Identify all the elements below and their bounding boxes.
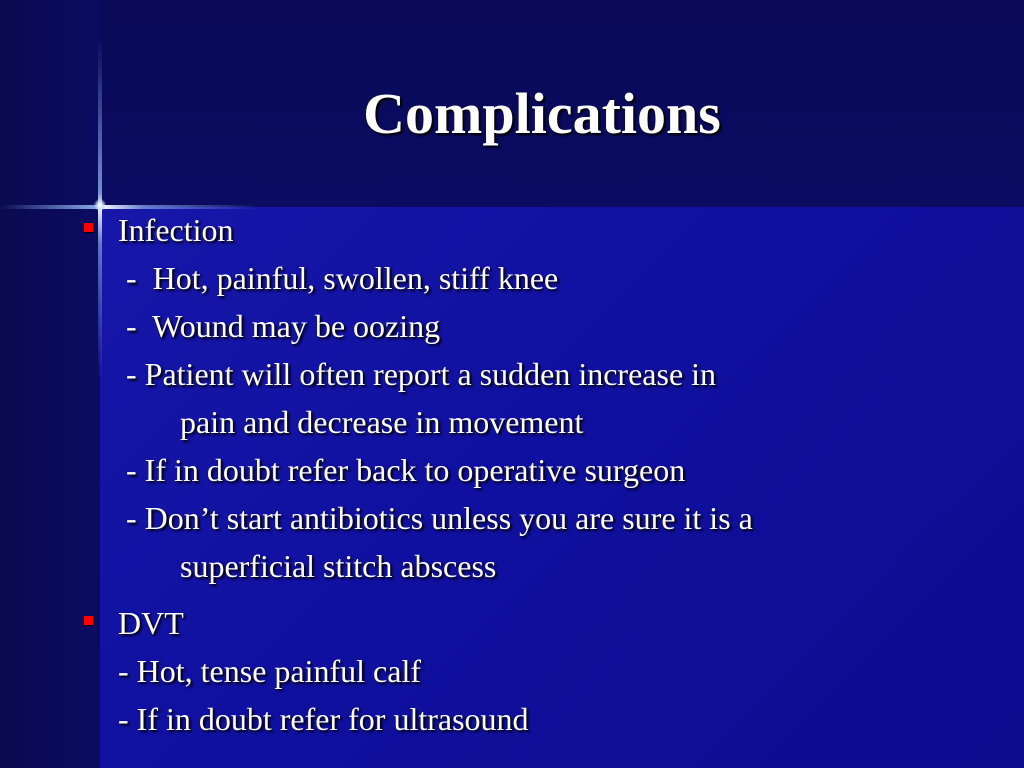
bullet-item-infection [76,206,976,590]
sub-line: - Hot, tense painful calf [118,653,421,689]
sub-line: - If in doubt refer for ultrasound [118,701,529,737]
square-bullet-icon [84,223,93,232]
bullet-heading: Infection [118,212,234,248]
bullet-heading: DVT [118,605,184,641]
slide-body [76,206,976,743]
sub-line-continuation: pain and decrease in movement [180,404,584,440]
slide-title: Complications [363,81,721,146]
bullet-item-dvt [76,599,976,743]
square-bullet-icon [84,616,93,625]
sub-line: - Don’t start antibiotics unless you are sure it is a [126,500,753,536]
sub-line: - Patient will often report a sudden increase in [126,356,717,392]
sub-line: - Hot, painful, swollen, stiff knee [126,260,559,296]
sub-line-continuation: superficial stitch abscess [180,548,497,584]
sub-line: - Wound may be oozing [126,308,441,344]
sub-line: - If in doubt refer back to operative surgeon [126,452,686,488]
